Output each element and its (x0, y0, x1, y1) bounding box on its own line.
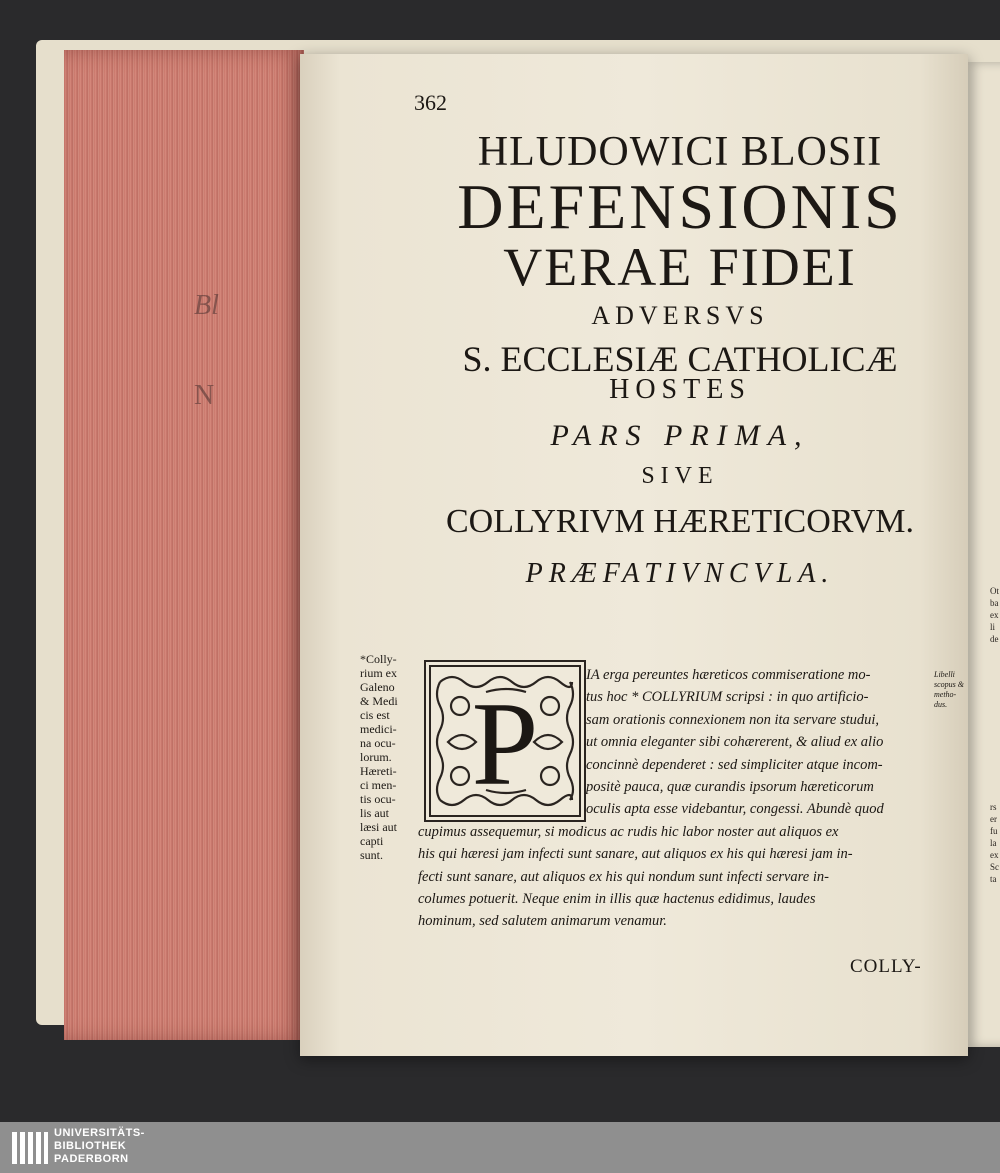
title-line-collyrium: COLLYRIVM HÆRETICORVM. (446, 503, 914, 540)
text-line: hominum, sed salutem animarum venamur. (418, 913, 667, 930)
text-line: columes potuerit. Neque enim in illis quæ hactenus edidimus, laudes (418, 891, 816, 908)
fragment-text: rs (990, 802, 997, 812)
fragment-text: Sc (990, 862, 999, 872)
library-name-line: PADERBORN (54, 1153, 129, 1165)
decorated-initial (424, 660, 586, 822)
text-line: fecti sunt sanare, aut aliquos ex his qui nondum sunt infecti servare in- (418, 868, 829, 885)
title-block (400, 128, 960, 596)
section-heading-praefatiuncula: PRÆFATIVNCVLA. (525, 558, 835, 589)
initial-letter: P (471, 677, 539, 810)
margin-note-right: Libelli scopus & metho- dus. (934, 670, 964, 709)
fragment-text: er (990, 814, 997, 824)
title-line-pars-prima: PARS PRIMA, (550, 419, 810, 452)
fragment-text: de (990, 634, 999, 644)
library-logo-icon (10, 1128, 50, 1168)
book-page (300, 54, 968, 1056)
ornament-initial-icon (426, 662, 584, 820)
fragment-text: ex (990, 850, 999, 860)
text-line: IA erga pereuntes hæreticos commiseratione mo- (586, 667, 871, 683)
library-name-line: BIBLIOTHEK (54, 1140, 127, 1152)
fragment-text: la (990, 838, 997, 848)
text-line: oculis apta esse videbantur, congessi. Abundè quod (586, 801, 884, 818)
title-line-hostes: HOSTES (609, 374, 751, 405)
fragment-text: li (990, 622, 996, 632)
text-line: positè pauca, quæ curandis ipsorum hæreticorum (586, 779, 874, 796)
title-line-defensionis: DEFENSIONIS (457, 171, 903, 242)
margin-note-left: *Colly- rium ex Galeno & Medi cis est medici- na ocu- lorum. Hæreti- ci men- tis ocu- lis aut læsi aut capti sunt. (360, 652, 398, 862)
page-number: 362 (414, 90, 447, 115)
library-footer (0, 1122, 1000, 1173)
text-line: his qui hæresi jam infecti sunt sanare, aut aliquos ex his qui hæresi jam in- (418, 846, 853, 863)
fragment-text: ta (990, 874, 997, 884)
fragment-text: Ot (990, 586, 999, 596)
library-name-line: UNIVERSITÄTS- (54, 1127, 145, 1139)
library-name (54, 1127, 145, 1166)
catchword: COLLY- (850, 956, 922, 977)
pencil-note-2: N (194, 380, 215, 411)
title-line-ecclesiae: S. ECCLESIÆ CATHOLICÆ (462, 339, 898, 379)
text-line: concinnè dependeret : sed simpliciter atque incom- (586, 756, 883, 773)
title-line-sive: SIVE (641, 463, 719, 489)
fragment-text: fu (990, 826, 998, 836)
title-line-verae-fidei: VERAE FIDEI (503, 237, 857, 297)
title-author: HLUDOWICI BLOSII (477, 129, 883, 175)
text-line: sam orationis connexionem non ita servare studui, (586, 711, 880, 728)
fragment-text: ba (990, 598, 999, 608)
facing-page-edge (968, 62, 1000, 1047)
fragment-text: ex (990, 610, 999, 620)
title-line-adversus: ADVERSVS (591, 301, 769, 330)
pencil-note-1: Bl (194, 290, 219, 321)
page-edges (64, 50, 304, 1040)
text-line: ut omnia eleganter sibi cohærerent, & aliud ex alio (586, 734, 884, 751)
text-line: cupimus assequemur, si modicus ac rudis hic labor noster aut aliquos ex (418, 823, 839, 840)
text-line: tus hoc * COLLYRIUM scripsi : in quo artificio- (586, 689, 869, 706)
